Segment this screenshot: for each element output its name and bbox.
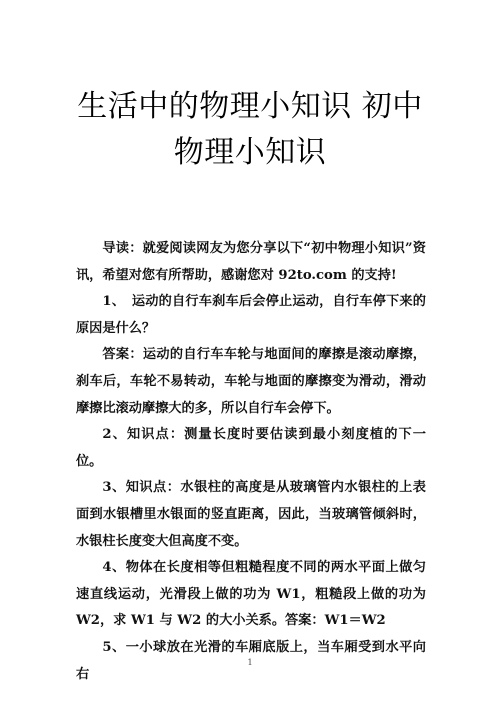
title-line-2: 物理小知识 <box>173 135 327 170</box>
title-line-1: 生活中的物理小知识 初中 <box>77 89 423 124</box>
paragraph-answer-1: 答案：运动的自行车车轮与地面间的摩擦是滚动摩擦，刹车后，车轮不易转动，车轮与地面的摩擦变为滑动，滑动摩擦比滚动摩擦大的多，所以自行车会停下。 <box>76 347 426 416</box>
paragraph-point-3: 3、知识点：水银柱的高度是从玻璃管内水银柱的上表面到水银槽里水银面的竖直距离，因此，当玻璃管倾斜时，水银柱长度变大但高度不变。 <box>76 480 426 549</box>
paragraph-intro: 导读：就爱阅读网友为您分享以下“初中物理小知识”资讯，希望对您有所帮助，感谢您对 92to.com 的支持! <box>76 241 426 283</box>
document-title <box>40 84 460 176</box>
document-body <box>76 236 426 688</box>
paragraph-point-2: 2、知识点：测量长度时要估读到最小刻度植的下一位。 <box>76 427 426 469</box>
paragraph-point-4: 4、物体在长度相等但粗糙程度不同的两水平面上做匀速直线运动，光滑段上做的功为 W1，粗糙段上做的功为 W2，求 W1 与 W2 的大小关系。答案：W1＝W2 <box>76 560 426 629</box>
paragraph-point-5: 5、一小球放在光滑的车厢底版上，当车厢受到水平向右 <box>76 639 426 682</box>
paragraph-question-1: 1、 运动的自行车刹车后会停止运动，自行车停下来的原因是什么？ <box>76 294 426 336</box>
page-number: 1 <box>247 658 253 667</box>
